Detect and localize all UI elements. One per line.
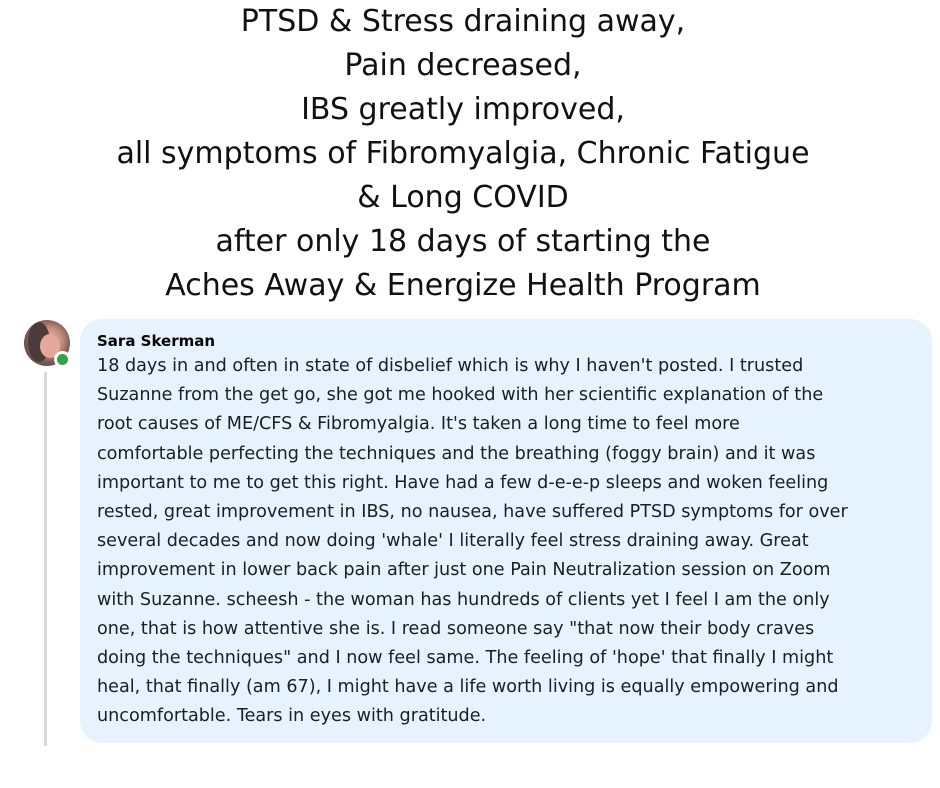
- headline: [0, 0, 926, 308]
- comment-line: one, that is how attentive she is. I read someone say "that now their body craves: [97, 618, 815, 639]
- comment-author-name[interactable]: Sara Skerman: [97, 332, 216, 350]
- headline-line-5: & Long COVID: [357, 180, 569, 215]
- comment-line: root causes of ME/CFS & Fibromyalgia. It's taken a long time to feel more: [97, 414, 740, 435]
- headline-line-7: Aches Away & Energize Health Program: [165, 268, 761, 303]
- headline-line-1: PTSD & Stress draining away,: [240, 4, 686, 39]
- online-status-icon: [54, 351, 71, 368]
- comment-line: 18 days in and often in state of disbelief which is why I haven't posted. I trusted: [97, 356, 804, 376]
- comment-line: several decades and now doing 'whale' I literally feel stress draining away. Great: [97, 531, 809, 552]
- comment-line: doing the techniques" and I now feel same. The feeling of 'hope' that finally I might: [97, 648, 834, 669]
- comment-line: important to me to get this right. Have had a few d-e-e-p sleeps and woken feeling: [97, 472, 829, 493]
- headline-line-2: Pain decreased,: [344, 48, 582, 83]
- comment-thread-line: [44, 372, 47, 746]
- comment-line: uncomfortable. Tears in eyes with gratitude.: [97, 706, 487, 727]
- headline-line-4: all symptoms of Fibromyalgia, Chronic Fatigue: [116, 136, 810, 171]
- comment-bubble: [80, 319, 932, 743]
- headline-line-6: after only 18 days of starting the: [215, 224, 711, 259]
- comment-line: improvement in lower back pain after just one Pain Neutralization session on Zoom: [97, 560, 831, 581]
- comment-line: with Suzanne. scheesh - the woman has hundreds of clients yet I feel I am the only: [97, 589, 830, 610]
- comment-line: comfortable perfecting the techniques and the breathing (foggy brain) and it was: [97, 443, 816, 464]
- comment-line: rested, great improvement in IBS, no nausea, have suffered PTSD symptoms for over: [97, 502, 848, 523]
- comment-line: heal, that finally (am 67), I might have a life worth living is equally empowering and: [97, 677, 839, 698]
- headline-line-3: IBS greatly improved,: [301, 92, 625, 127]
- comment-line: Suzanne from the get go, she got me hooked with her scientific explanation of the: [97, 385, 824, 406]
- comment-text: [97, 352, 916, 732]
